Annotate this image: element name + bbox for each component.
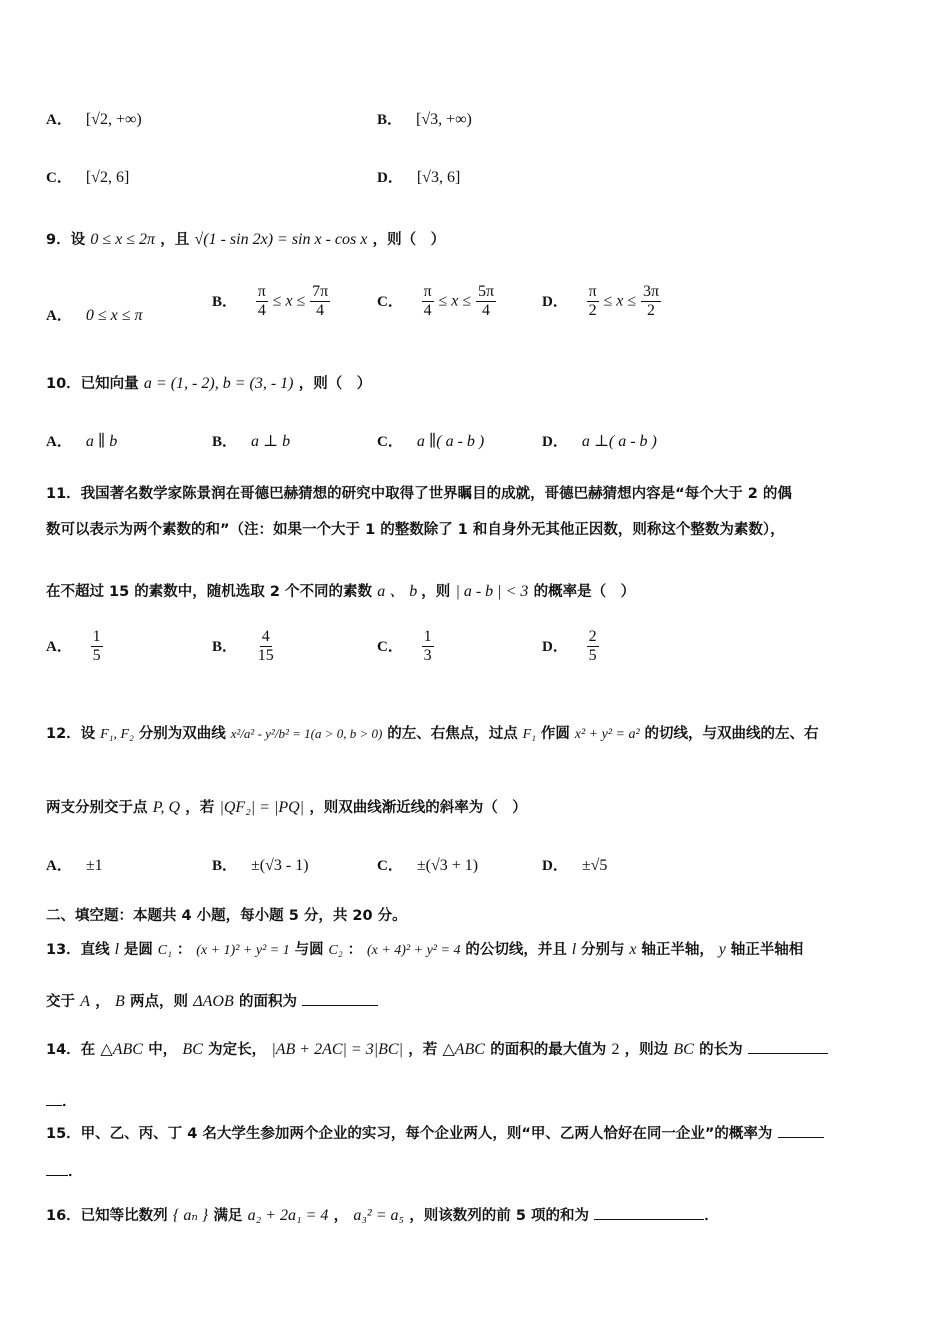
- q11-stem-line3: [46, 578, 635, 601]
- fraction: [587, 283, 599, 320]
- q16-text: ，则该数列的前 5 项的和为: [409, 1208, 589, 1224]
- q11-text: 的概率是（ ）: [533, 584, 636, 600]
- option-label: B．: [212, 293, 238, 310]
- q13-x: x: [629, 941, 637, 958]
- q12-option-a[interactable]: [46, 854, 103, 875]
- option-label: B．: [212, 434, 238, 450]
- q9-text: 9．设: [46, 232, 86, 248]
- denominator: 4: [423, 302, 432, 319]
- answer-blank[interactable]: [594, 1219, 704, 1220]
- q11-option-d[interactable]: [542, 628, 599, 665]
- q9-condition: 0 ≤ x ≤ 2π: [90, 231, 156, 248]
- denominator: 4: [316, 302, 325, 319]
- option-text: [√3, 6]: [416, 169, 461, 186]
- q12-foci: F₁, F₂: [100, 727, 134, 742]
- q15-stem-cont: [46, 1160, 83, 1181]
- q13-c2: C₂: [328, 943, 343, 958]
- numerator: 7π: [312, 283, 329, 300]
- q13-stem-line1: [46, 938, 803, 959]
- q11-text: 11．我国著名数学家陈景润在哥德巴赫猜想的研究中取得了世界瞩目的成就，哥德巴赫猜想内容是“每个大于 2 的偶: [46, 486, 792, 502]
- q12-text: 两支分别交于点: [46, 800, 148, 816]
- q14-bc: BC: [673, 1041, 694, 1058]
- q12-text: 的切线，与双曲线的左、右: [644, 726, 819, 742]
- option-label: D．: [542, 434, 568, 450]
- q13-text: 轴正半轴，: [641, 942, 714, 958]
- q11-option-b[interactable]: [212, 628, 276, 665]
- answer-blank[interactable]: [778, 1137, 824, 1138]
- q12-text: ，则双曲线渐近线的斜率为（ ）: [309, 800, 527, 816]
- q13-c1-eq: (x + 1)² + y² = 1: [196, 943, 290, 958]
- q16-text: 满足: [213, 1208, 243, 1224]
- q13-triangle: ΔAOB: [193, 993, 234, 1010]
- q14-condition: |AB + 2AC| = 3|BC|: [271, 1041, 403, 1058]
- q12-text: 的左、右焦点，过点: [387, 726, 518, 742]
- option-label: C．: [377, 434, 403, 450]
- q11-vars: a 、 b: [377, 583, 422, 600]
- q8-option-b[interactable]: [377, 108, 472, 129]
- numerator: 1: [423, 628, 432, 645]
- q9-option-a[interactable]: [46, 304, 143, 325]
- q16-text: ．: [704, 1208, 719, 1224]
- q13-text: 的面积为: [238, 994, 297, 1010]
- q10-option-c[interactable]: [377, 430, 484, 451]
- q13-text: 交于: [46, 994, 75, 1010]
- q13-line: l: [114, 941, 120, 958]
- option-label: D．: [542, 638, 568, 655]
- q9-text: ，则（ ）: [372, 232, 446, 248]
- q9-option-d[interactable]: [542, 283, 661, 320]
- q13-point-b: B: [114, 993, 125, 1010]
- q13-c1: C₁: [157, 943, 172, 958]
- q12-stem-line2: [46, 796, 527, 817]
- option-text: 0 ≤ x ≤ π: [85, 307, 143, 324]
- q16-text: 16．已知等比数列: [46, 1208, 168, 1224]
- section-heading: [46, 904, 407, 925]
- q10-stem: [46, 372, 371, 393]
- q13-stem-line2: [46, 990, 378, 1011]
- q13-y: y: [718, 941, 726, 958]
- q12-option-b[interactable]: [212, 854, 309, 875]
- q13-text: ：: [347, 942, 363, 958]
- q10-vectors: a = (1, - 2), b = (3, - 1): [143, 375, 294, 392]
- q11-option-a[interactable]: [46, 628, 103, 665]
- option-label: A．: [46, 308, 72, 324]
- option-text: [√3, +∞): [416, 111, 472, 128]
- option-label: D．: [377, 170, 403, 186]
- option-text: ±(√3 - 1): [251, 857, 309, 874]
- option-text: [√2, +∞): [85, 111, 142, 128]
- q12-text: 作圆: [540, 726, 570, 742]
- option-text: a ∥( a - b ): [416, 433, 485, 450]
- q8-option-d[interactable]: [377, 166, 460, 187]
- answer-blank[interactable]: [46, 1105, 62, 1106]
- q8-option-a[interactable]: [46, 108, 142, 129]
- q11-stem-line2: [46, 518, 785, 539]
- q16-sequence: { aₙ }: [172, 1207, 209, 1224]
- q13-text: 分别与: [581, 942, 625, 958]
- fraction: [310, 283, 330, 320]
- q14-bc: BC: [182, 1041, 203, 1058]
- denominator: 5: [588, 647, 597, 664]
- q9-text: ，且: [160, 232, 190, 248]
- relation: ≤ x ≤: [438, 292, 472, 310]
- q11-condition: | a - b | < 3: [455, 583, 529, 600]
- fraction: [256, 283, 268, 320]
- q13-text: 是圆: [123, 942, 153, 958]
- option-label: A．: [46, 434, 72, 450]
- denominator: 4: [257, 302, 266, 319]
- q11-text: 在不超过 15 的素数中，随机选取 2 个不同的素数: [46, 584, 372, 600]
- option-text: [√2, 6]: [85, 169, 130, 186]
- q13-text: 13．直线: [46, 942, 110, 958]
- numerator: 5π: [477, 283, 495, 300]
- numerator: π: [423, 283, 432, 300]
- q10-text: ，则（ ）: [298, 376, 372, 392]
- q13-c2-eq: (x + 4)² + y² = 4: [366, 943, 461, 958]
- option-text: ±√5: [581, 857, 608, 874]
- q16-text: ，: [333, 1208, 349, 1224]
- relation: ≤ x ≤: [272, 292, 306, 310]
- q11-text: ，则: [421, 584, 451, 600]
- q11-text: 数可以表示为两个素数的和”（注：如果一个大于 1 的整数除了 1 和自身外无其他正因数，则称这个整数为素数），: [46, 522, 785, 538]
- fraction: [422, 628, 434, 665]
- option-text: ±1: [85, 857, 103, 874]
- option-label: B．: [212, 638, 238, 655]
- q11-option-c[interactable]: [377, 628, 434, 665]
- q10-text: 10．已知向量: [46, 376, 139, 392]
- q9-stem: [46, 228, 445, 249]
- q10-option-d[interactable]: [542, 430, 657, 451]
- section-title: 二、填空题：本题共 4 小题，每小题 5 分，共 20 分。: [46, 908, 407, 924]
- q15-stem: [46, 1122, 824, 1143]
- q14-text: ，则边: [624, 1042, 669, 1058]
- q13-text: ，: [95, 994, 110, 1010]
- q14-text: ，若: [408, 1042, 438, 1058]
- numerator: 1: [92, 628, 101, 645]
- q12-text: 分别为双曲线: [138, 726, 226, 742]
- q14-text: 为定长，: [208, 1042, 267, 1058]
- option-text: a ∥ b: [85, 433, 118, 450]
- q14-triangle: △ABC: [100, 1041, 143, 1058]
- fraction: [91, 628, 103, 665]
- relation: ≤ x ≤: [603, 292, 637, 310]
- fraction: [641, 283, 661, 320]
- q13-text: 轴正半轴相: [730, 942, 804, 958]
- option-label: A．: [46, 638, 72, 655]
- fraction: [422, 283, 434, 320]
- fraction: [476, 283, 496, 320]
- denominator: 5: [92, 647, 101, 664]
- q14-triangle: △ABC: [442, 1041, 485, 1058]
- numerator: π: [588, 283, 597, 300]
- q12-circle: x² + y² = a²: [574, 727, 640, 742]
- denominator: 4: [481, 302, 490, 319]
- denominator: 3: [423, 647, 432, 664]
- q16-stem: [46, 1204, 719, 1225]
- option-label: A．: [46, 112, 72, 128]
- q15-text: 15．甲、乙、丙、丁 4 名大学生参加两个企业的实习，每个企业两人，则“甲、乙两人恰好在同一企业”的概率为: [46, 1126, 773, 1142]
- q13-line: l: [571, 941, 577, 958]
- q13-text: 与圆: [294, 942, 324, 958]
- q13-text: 两点，则: [130, 994, 188, 1010]
- option-label: C．: [377, 858, 403, 874]
- denominator: 2: [588, 302, 597, 319]
- q12-option-c[interactable]: [377, 854, 478, 875]
- option-label: B．: [377, 112, 403, 128]
- q14-text: 的面积的最大值为: [490, 1042, 607, 1058]
- numerator: 3π: [642, 283, 660, 300]
- option-label: D．: [542, 293, 568, 310]
- option-text: ±(√3 + 1): [416, 857, 479, 874]
- q12-stem-line1: [46, 722, 819, 743]
- answer-blank[interactable]: [46, 1175, 68, 1176]
- q14-text: 的长为: [699, 1042, 743, 1058]
- option-text: a ⊥ b: [251, 433, 291, 450]
- option-label: C．: [377, 638, 403, 655]
- q16-condition2: a₃² = a₅: [353, 1207, 405, 1224]
- q12-option-d[interactable]: [542, 854, 607, 875]
- q12-condition: |QF₂| = |PQ|: [219, 799, 305, 816]
- q14-text: 中，: [148, 1042, 178, 1058]
- q10-option-a[interactable]: [46, 430, 117, 451]
- q9-option-c[interactable]: [377, 283, 496, 320]
- fraction: [587, 628, 599, 665]
- q13-point-a: A: [80, 993, 91, 1010]
- q15-text: ．: [68, 1164, 83, 1180]
- numerator: π: [257, 283, 266, 300]
- q14-stem-cont: [46, 1090, 77, 1111]
- answer-blank[interactable]: [748, 1053, 828, 1054]
- q14-text: 14．在: [46, 1042, 96, 1058]
- q13-text: ：: [176, 942, 192, 958]
- option-label: C．: [46, 170, 72, 186]
- denominator: 2: [646, 302, 655, 319]
- option-label: C．: [377, 293, 403, 310]
- q12-points: P, Q: [152, 799, 180, 816]
- q9-equation: √(1 - sin 2x) = sin x - cos x: [194, 231, 368, 248]
- q12-text: 12．设: [46, 726, 96, 742]
- q14-value: 2: [611, 1041, 620, 1058]
- fraction: [256, 628, 276, 665]
- numerator: 4: [261, 628, 270, 645]
- q8-option-c[interactable]: [46, 166, 129, 187]
- q12-f1: F₁: [522, 727, 536, 742]
- option-label: B．: [212, 858, 238, 874]
- answer-blank[interactable]: [302, 1005, 378, 1006]
- q10-option-b[interactable]: [212, 430, 290, 451]
- option-label: A．: [46, 858, 72, 874]
- q12-hyperbola: x²/a² - y²/b² = 1(a > 0, b > 0): [230, 726, 383, 741]
- q9-option-b[interactable]: [212, 283, 330, 320]
- q16-condition1: a₂ + 2a₁ = 4: [247, 1207, 329, 1224]
- numerator: 2: [588, 628, 597, 645]
- q13-text: 的公切线，并且: [465, 942, 567, 958]
- q12-text: ，若: [185, 800, 215, 816]
- q11-stem-line1: [46, 482, 792, 503]
- q14-text: ．: [62, 1094, 77, 1110]
- denominator: 15: [257, 647, 274, 664]
- option-text: a ⊥( a - b ): [581, 433, 657, 450]
- q14-stem: [46, 1038, 828, 1059]
- option-label: D．: [542, 858, 568, 874]
